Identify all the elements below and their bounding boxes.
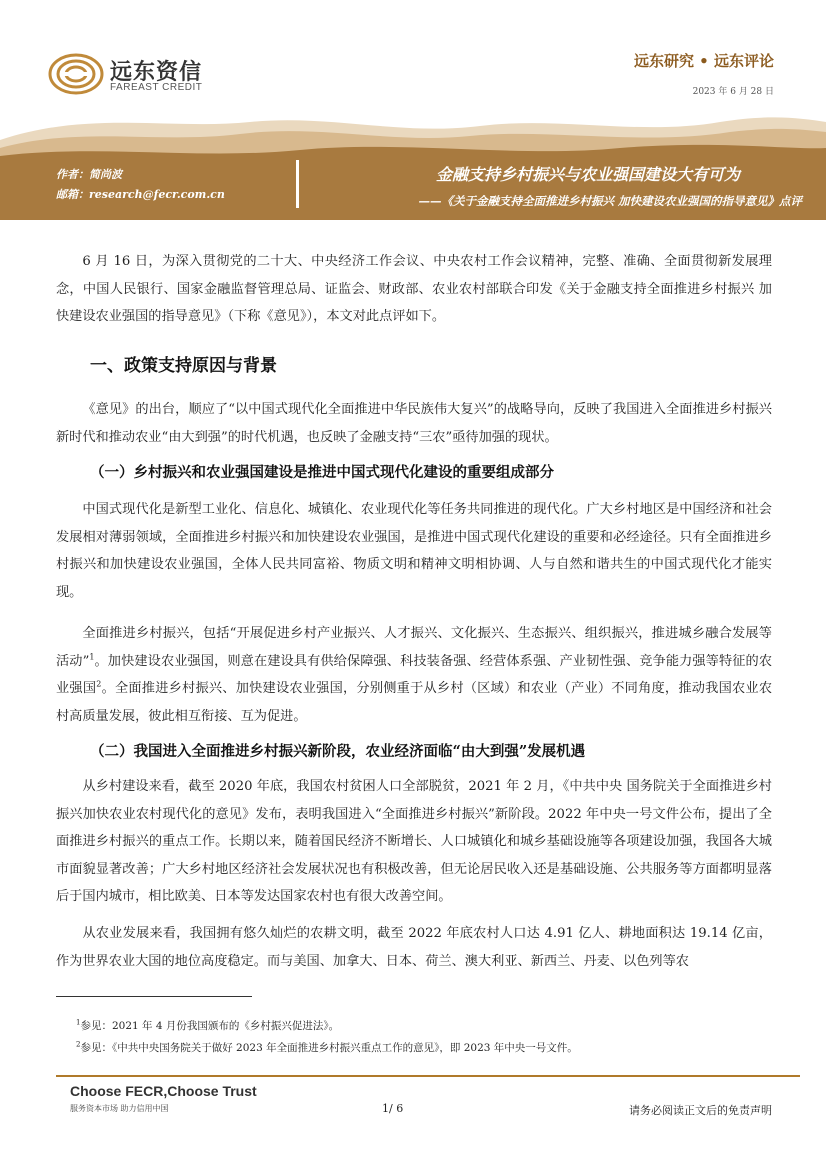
footer-disclaimer: 请务必阅读正文后的免责声明 [629,1104,772,1117]
footnote-ref: 1 [89,652,95,662]
footer-slogan: Choose FECR,Choose Trust [70,1083,257,1099]
subsection-heading: （二）我国进入全面推进乡村振兴新阶段，农业经济面临“由大到强”发展机遇 [90,743,586,760]
footnote-divider [56,996,252,997]
logo-name-en: FAREAST CREDIT [110,82,203,93]
intro-paragraph: 6 月 16 日，为深入贯彻党的二十大、中央经济工作会议、中央农村工作会议精神，完整、准确、全面贯彻新发展理念，中国人民银行、国家金融监督管理总局、证监会、财政部、农业农村部联合印发《关于金融支持全面推进乡村振兴 加快建设农业强国的指导意见》（下称《意见》），本文对此点评如下。 [56,254,772,324]
footnote: $^2$参见：《中共中央国务院关于做好 2023 年全面推进乡村振兴重点工作的意见》，即 2023 年中央一号文件。 [76,1040,578,1054]
report-series: 远东研究 • 远东评论 [633,52,774,70]
footer-divider [56,1075,800,1077]
email: 邮箱：research@fecr.com.cn [56,188,225,201]
report-title: 金融支持乡村振兴与农业强国建设大有可为 [435,165,740,184]
section-heading: 一、政策支持原因与背景 [90,356,277,376]
logo-name-cn: 远东资信 [110,60,203,85]
fareast-credit-logo-icon [48,52,104,96]
report-subtitle: ——《关于金融支持全面推进乡村振兴 加快建设农业强国的指导意见》点评 [418,194,802,208]
subsection-heading: （一）乡村振兴和农业强国建设是推进中国式现代化建设的重要组成部分 [90,464,554,481]
footer-tagline: 服务资本市场 助力信用中国 [70,1104,169,1113]
page-number: 1/ 6 [382,1102,404,1115]
section1-paragraph: 《意见》的出台，顺应了“以中国式现代化全面推进中华民族伟大复兴”的战略导向，反映了我国进入全面推进乡村振兴新时代和推动农业“由大到强”的时代机遇，也反映了金融支持“三农”亟待加强的现状。 [56,402,772,445]
footnote: $^1$参见：2021 年 4 月份我国颁布的《乡村振兴促进法》。 [76,1018,340,1032]
sub2-paragraph-1: 从乡村建设来看，截至 2020 年底，我国农村贫困人口全部脱贫，2021 年 2 月，《中共中央 国务院关于全面推进乡村振兴加快农业农村现代化的意见》发布，表明我国进入“全面推进乡村振兴”新阶段。2022 年中央一号文件公布，提出了全面推进乡村振兴的重点工作。长期以来，随着国民经济不断增长、人口城镇化和城乡基础设施等各项建设加强，我国各大城市面貌显著改善；广大乡村地区经济社会发展状况也有积极改善，但无论居民收入还是基础设施、公共服务等方面都明显落后于国内城市，相比欧美、日本等发达国家农村也有很大改善空间。 [56,779,772,904]
banner-divider [296,160,299,208]
report-date: 2023 年 6 月 28 日 [692,87,774,97]
sub2-paragraph-2: 从农业发展来看，我国拥有悠久灿烂的农耕文明，截至 2022 年底农村人口达 4.91 亿人、耕地面积达 19.14 亿亩，作为世界农业大国的地位高度稳定。而与美国、加拿大、日本、荷兰、澳大利亚、新西兰、丹麦、以色列等农 [56,926,772,969]
sub1-paragraph-1: 中国式现代化是新型工业化、信息化、城镇化、农业现代化等任务共同推进的现代化。广大乡村地区是中国经济和社会发展相对薄弱领域，全面推进乡村振兴和加快建设农业强国，是推进中国式现代化建设的重要和必经途径。只有全面推进乡村振兴和加快建设农业强国，全体人民共同富裕、物质文明和精神文明相协调、人与自然和谐共生的中国式现代化才能实现。 [56,502,772,600]
author: 作者：简尚波 [56,168,122,181]
footnote-ref: 2 [96,679,102,689]
sub1-paragraph-2: 全面推进乡村振兴，包括“开展促进乡村产业振兴、人才振兴、文化振兴、生态振兴、组织振兴，推进城乡融合发展等活动”$^1$。加快建设农业强国，则意在建设具有供给保障强、科技装备强、经营体系强、产业韧性强、竞争能力强等特征的农业强国$^2$。全面推进乡村振兴、加快建设农业强国，分别侧重于从乡村（区域）和农业（产业）不同角度，推动我国农业农村高质量发展，彼此相互衔接、互为促进。 [56,626,773,724]
